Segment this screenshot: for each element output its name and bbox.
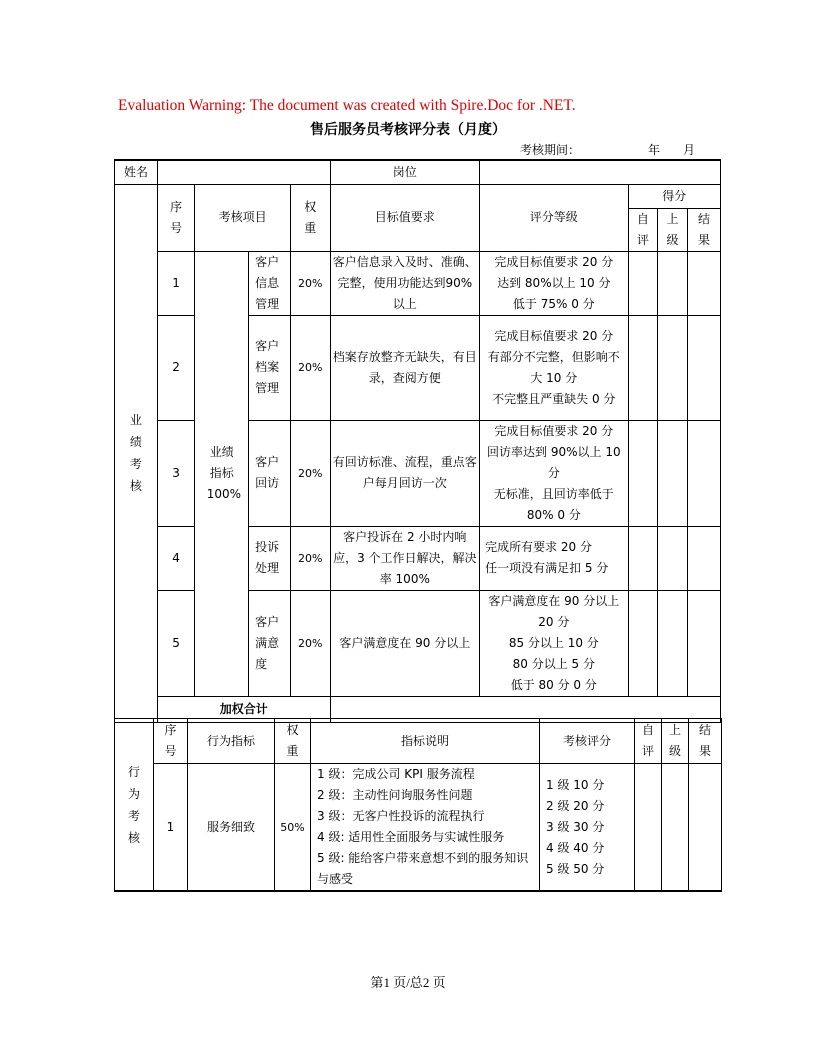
period-month: 月 bbox=[683, 143, 696, 157]
self-cell[interactable] bbox=[628, 526, 658, 590]
position-label: 岗位 bbox=[330, 160, 480, 184]
behavior-header-row bbox=[115, 719, 722, 764]
footer-total: 2 bbox=[422, 975, 430, 990]
row-item: 客户满意度 bbox=[249, 590, 291, 696]
superior-cell[interactable] bbox=[658, 590, 688, 696]
row-seq: 1 bbox=[157, 251, 194, 315]
evaluation-warning: Evaluation Warning: The document was created with Spire.Doc for .NET. bbox=[118, 97, 576, 114]
row-item: 客户回访 bbox=[249, 420, 291, 526]
behavior-table bbox=[114, 718, 722, 892]
page-title: 售后服务员考核评分表（月度） bbox=[310, 122, 506, 138]
behavior-header-desc: 指标说明 bbox=[311, 719, 540, 764]
row-item: 投诉处理 bbox=[249, 526, 291, 590]
header-weight: 权重 bbox=[290, 184, 330, 251]
behavior-section-label: 行为考核 bbox=[115, 719, 154, 892]
superior-cell[interactable] bbox=[658, 526, 688, 590]
row-grade: 完成目标值要求 20 分 达到 80%以上 10 分 低于 75% 0 分 bbox=[480, 251, 628, 315]
header-grade: 评分等级 bbox=[480, 184, 628, 251]
name-label: 姓名 bbox=[115, 160, 158, 184]
table-row bbox=[115, 764, 722, 892]
row-weight: 20% bbox=[290, 590, 330, 696]
assessment-period bbox=[520, 141, 696, 158]
behavior-header-result: 结果 bbox=[689, 719, 722, 764]
row-seq: 5 bbox=[157, 590, 194, 696]
behavior-superior-cell[interactable] bbox=[662, 764, 689, 892]
behavior-header-weight: 权重 bbox=[275, 719, 311, 764]
self-cell[interactable] bbox=[628, 251, 658, 315]
behavior-result-cell[interactable] bbox=[689, 764, 722, 892]
header-self: 自评 bbox=[628, 208, 658, 251]
perf-header-row bbox=[115, 184, 721, 208]
page-footer bbox=[0, 972, 816, 991]
superior-cell[interactable] bbox=[658, 251, 688, 315]
behavior-row-weight: 50% bbox=[275, 764, 311, 892]
header-score: 得分 bbox=[628, 184, 720, 208]
weighted-total-label: 加权合计 bbox=[157, 696, 330, 722]
row-grade: 完成目标值要求 20 分 有部分不完整，但影响不大 10 分 不完整且严重缺失 0 分 bbox=[480, 315, 628, 420]
header-seq: 序号 bbox=[157, 184, 194, 251]
row-seq: 3 bbox=[157, 420, 194, 526]
result-cell[interactable] bbox=[687, 420, 720, 526]
self-cell[interactable] bbox=[628, 315, 658, 420]
behavior-header-score: 考核评分 bbox=[540, 719, 635, 764]
row-item: 客户档案管理 bbox=[249, 315, 291, 420]
self-cell[interactable] bbox=[628, 590, 658, 696]
footer-prefix: 第 bbox=[370, 975, 384, 990]
period-year: 年 bbox=[648, 143, 661, 157]
row-grade: 完成目标值要求 20 分 回访率达到 90%以上 10 分 无标准，且回访率低于 80% 0 分 bbox=[480, 420, 628, 526]
result-cell[interactable] bbox=[687, 526, 720, 590]
row-grade: 完成所有要求 20 分 任一项没有满足扣 5 分 bbox=[480, 526, 628, 590]
result-cell[interactable] bbox=[687, 315, 720, 420]
row-seq: 4 bbox=[157, 526, 194, 590]
behavior-row-score: 1 级 10 分 2 级 20 分 3 级 30 分 4 级 40 分 5 级 50 分 bbox=[540, 764, 635, 892]
performance-section-label: 业绩考核 bbox=[115, 184, 158, 722]
header-result: 结果 bbox=[687, 208, 720, 251]
row-target: 有回访标准、流程，重点客户每月回访一次 bbox=[330, 420, 480, 526]
performance-group: 业绩指标100% bbox=[195, 251, 249, 696]
row-weight: 20% bbox=[290, 251, 330, 315]
row-item: 客户信息管理 bbox=[249, 251, 291, 315]
name-row bbox=[115, 160, 721, 184]
row-weight: 20% bbox=[290, 420, 330, 526]
behavior-header-indicator: 行为指标 bbox=[188, 719, 275, 764]
header-superior: 上级 bbox=[658, 208, 688, 251]
row-seq: 2 bbox=[157, 315, 194, 420]
behavior-header-superior: 上级 bbox=[662, 719, 689, 764]
row-target: 客户满意度在 90 分以上 bbox=[330, 590, 480, 696]
footer-suffix: 页 bbox=[429, 975, 446, 990]
behavior-row-indicator: 服务细致 bbox=[188, 764, 275, 892]
row-weight: 20% bbox=[290, 315, 330, 420]
row-grade: 客户满意度在 90 分以上 20 分 85 分以上 10 分 80 分以上 5 分 低于 80 分 0 分 bbox=[480, 590, 628, 696]
position-value[interactable] bbox=[480, 160, 721, 184]
result-cell[interactable] bbox=[687, 590, 720, 696]
behavior-header-self: 自评 bbox=[635, 719, 662, 764]
behavior-row-seq: 1 bbox=[154, 764, 188, 892]
footer-page: 1 bbox=[383, 975, 390, 990]
result-cell[interactable] bbox=[687, 251, 720, 315]
name-value[interactable] bbox=[157, 160, 330, 184]
row-target: 客户信息录入及时、准确、完整，使用功能达到90%以上 bbox=[330, 251, 480, 315]
header-target: 目标值要求 bbox=[330, 184, 480, 251]
superior-cell[interactable] bbox=[658, 420, 688, 526]
row-target: 客户投诉在 2 小时内响应，3 个工作日解决，解决率 100% bbox=[330, 526, 480, 590]
footer-mid: 页/总 bbox=[389, 975, 423, 990]
period-label: 考核期间： bbox=[520, 143, 581, 157]
behavior-self-cell[interactable] bbox=[635, 764, 662, 892]
table-row bbox=[115, 251, 721, 315]
self-cell[interactable] bbox=[628, 420, 658, 526]
behavior-row-desc: 1 级：完成公司 KPI 服务流程 2 级：主动性问询服务性问题 3 级：无客户性投诉的流程执行 4 级: 适用性全面服务与实诚性服务 5 级: 能给客户带来意想不到的服务知识与感受 bbox=[311, 764, 540, 892]
header-item: 考核项目 bbox=[195, 184, 291, 251]
evaluation-table bbox=[114, 159, 721, 723]
row-weight: 20% bbox=[290, 526, 330, 590]
row-target: 档案存放整齐无缺失，有目录，查阅方便 bbox=[330, 315, 480, 420]
superior-cell[interactable] bbox=[658, 315, 688, 420]
behavior-header-seq: 序号 bbox=[154, 719, 188, 764]
